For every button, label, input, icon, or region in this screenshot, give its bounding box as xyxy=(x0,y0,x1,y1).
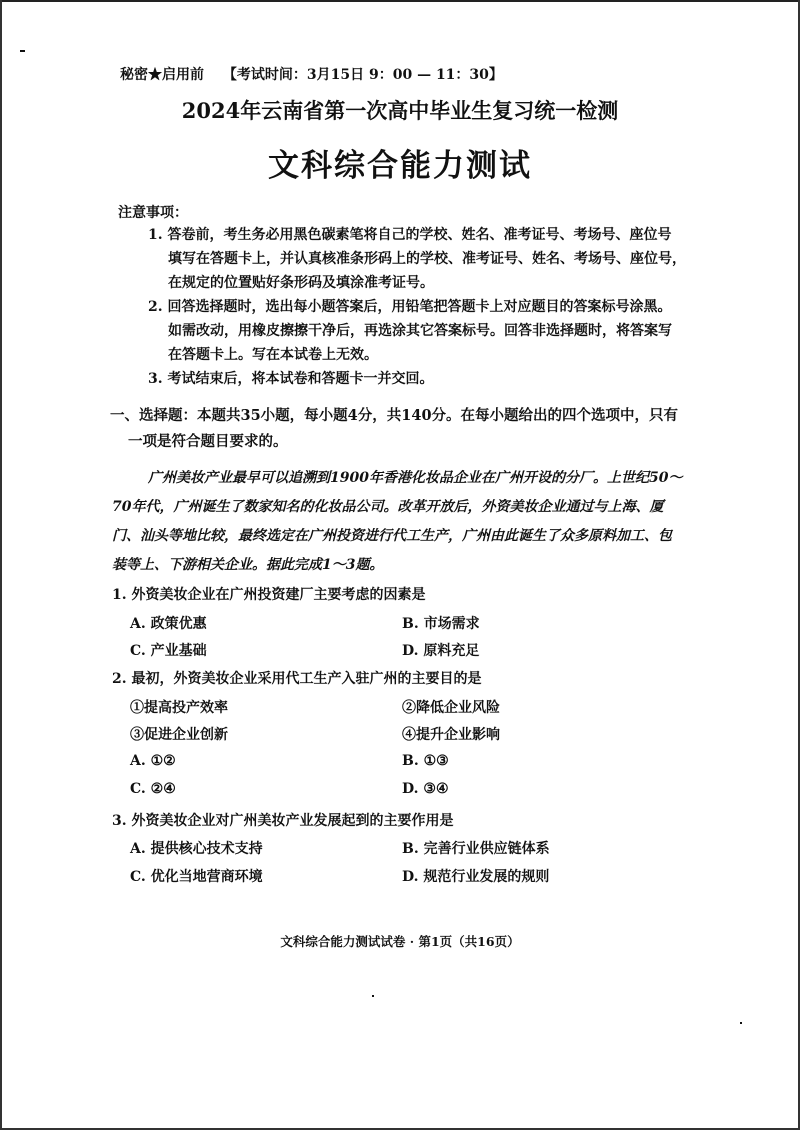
statement-item: ③促进企业创新 xyxy=(130,727,228,743)
question-stem: 1. 外资美妆企业在广州投资建厂主要考虑的因素是 xyxy=(112,587,426,603)
option-d: D. 规范行业发展的规则 xyxy=(402,869,550,885)
statement-item: ②降低企业风险 xyxy=(402,700,500,716)
page-footer: 文科综合能力测试试卷 · 第1页（共16页） xyxy=(280,934,520,949)
passage-line: 广州美妆产业最早可以追溯到1900年香港化妆品企业在广州开设的分厂。上世纪50～ xyxy=(148,470,683,486)
passage-line: 门、汕头等地比较，最终选定在广州投资进行代工生产，广州由此诞生了众多原料加工、包 xyxy=(112,528,672,544)
page-border-top xyxy=(0,0,800,2)
exam-title: 2024年云南省第一次高中毕业生复习统一检测 xyxy=(181,98,619,123)
notes-heading: 注意事项： xyxy=(118,205,188,221)
note-line: 2. 回答选择题时，选出每小题答案后，用铅笔把答题卡上对应题目的答案标号涂黑。 xyxy=(148,299,672,315)
note-line: 填写在答题卡上，并认真核准条形码上的学校、准考证号、姓名、考场号、座位号， xyxy=(168,251,686,267)
scan-speck xyxy=(740,1022,742,1024)
option-b: B. 完善行业供应链体系 xyxy=(402,841,550,857)
note-line: 3. 考试结束后，将本试卷和答题卡一并交回。 xyxy=(148,371,434,387)
option-d: D. ③④ xyxy=(402,781,449,797)
statement-item: ④提升企业影响 xyxy=(402,727,500,743)
option-d: D. 原料充足 xyxy=(402,643,480,659)
passage-line: 70年代，广州诞生了数家知名的化妆品公司。改革开放后，外资美妆企业通过与上海、厦 xyxy=(112,499,664,515)
option-a: A. 政策优惠 xyxy=(130,616,207,632)
note-line: 在规定的位置贴好条形码及填涂准考证号。 xyxy=(168,275,434,291)
note-line: 在答题卡上。写在本试卷上无效。 xyxy=(168,347,378,363)
subject-title: 文科综合能力测试 xyxy=(268,148,532,184)
option-c: C. 优化当地营商环境 xyxy=(130,869,263,885)
option-a: A. 提供核心技术支持 xyxy=(130,841,263,857)
confidential-header xyxy=(120,64,517,84)
note-line: 1. 答卷前，考生务必用黑色碳素笔将自己的学校、姓名、准考证号、考场号、座位号 xyxy=(148,227,672,243)
option-b: B. 市场需求 xyxy=(402,616,480,632)
section-instructions-cont: 一项是符合题目要求的。 xyxy=(128,433,288,450)
statement-item: ①提高投产效率 xyxy=(130,700,228,716)
exam-time: 【考试时间：3月15日 9：00 — 11：30】 xyxy=(222,67,503,83)
scan-speck xyxy=(372,995,374,997)
option-b: B. ①③ xyxy=(402,753,449,769)
option-c: C. 产业基础 xyxy=(130,643,207,659)
note-line: 如需改动，用橡皮擦擦干净后，再选涂其它答案标号。回答非选择题时，将答案写 xyxy=(168,323,672,339)
passage-line: 装等上、下游相关企业。据此完成1～3题。 xyxy=(112,557,384,573)
question-stem: 3. 外资美妆企业对广州美妆产业发展起到的主要作用是 xyxy=(112,813,454,829)
section-instructions: 一、选择题：本题共35小题，每小题4分，共140分。在每小题给出的四个选项中，只有 xyxy=(110,407,679,424)
question-stem: 2. 最初，外资美妆企业采用代工生产入驻广州的主要目的是 xyxy=(112,671,482,687)
option-c: C. ②④ xyxy=(130,781,176,797)
option-a: A. ①② xyxy=(130,753,176,769)
scan-speck xyxy=(20,50,25,52)
secret-label: 秘密★启用前 xyxy=(120,67,204,83)
